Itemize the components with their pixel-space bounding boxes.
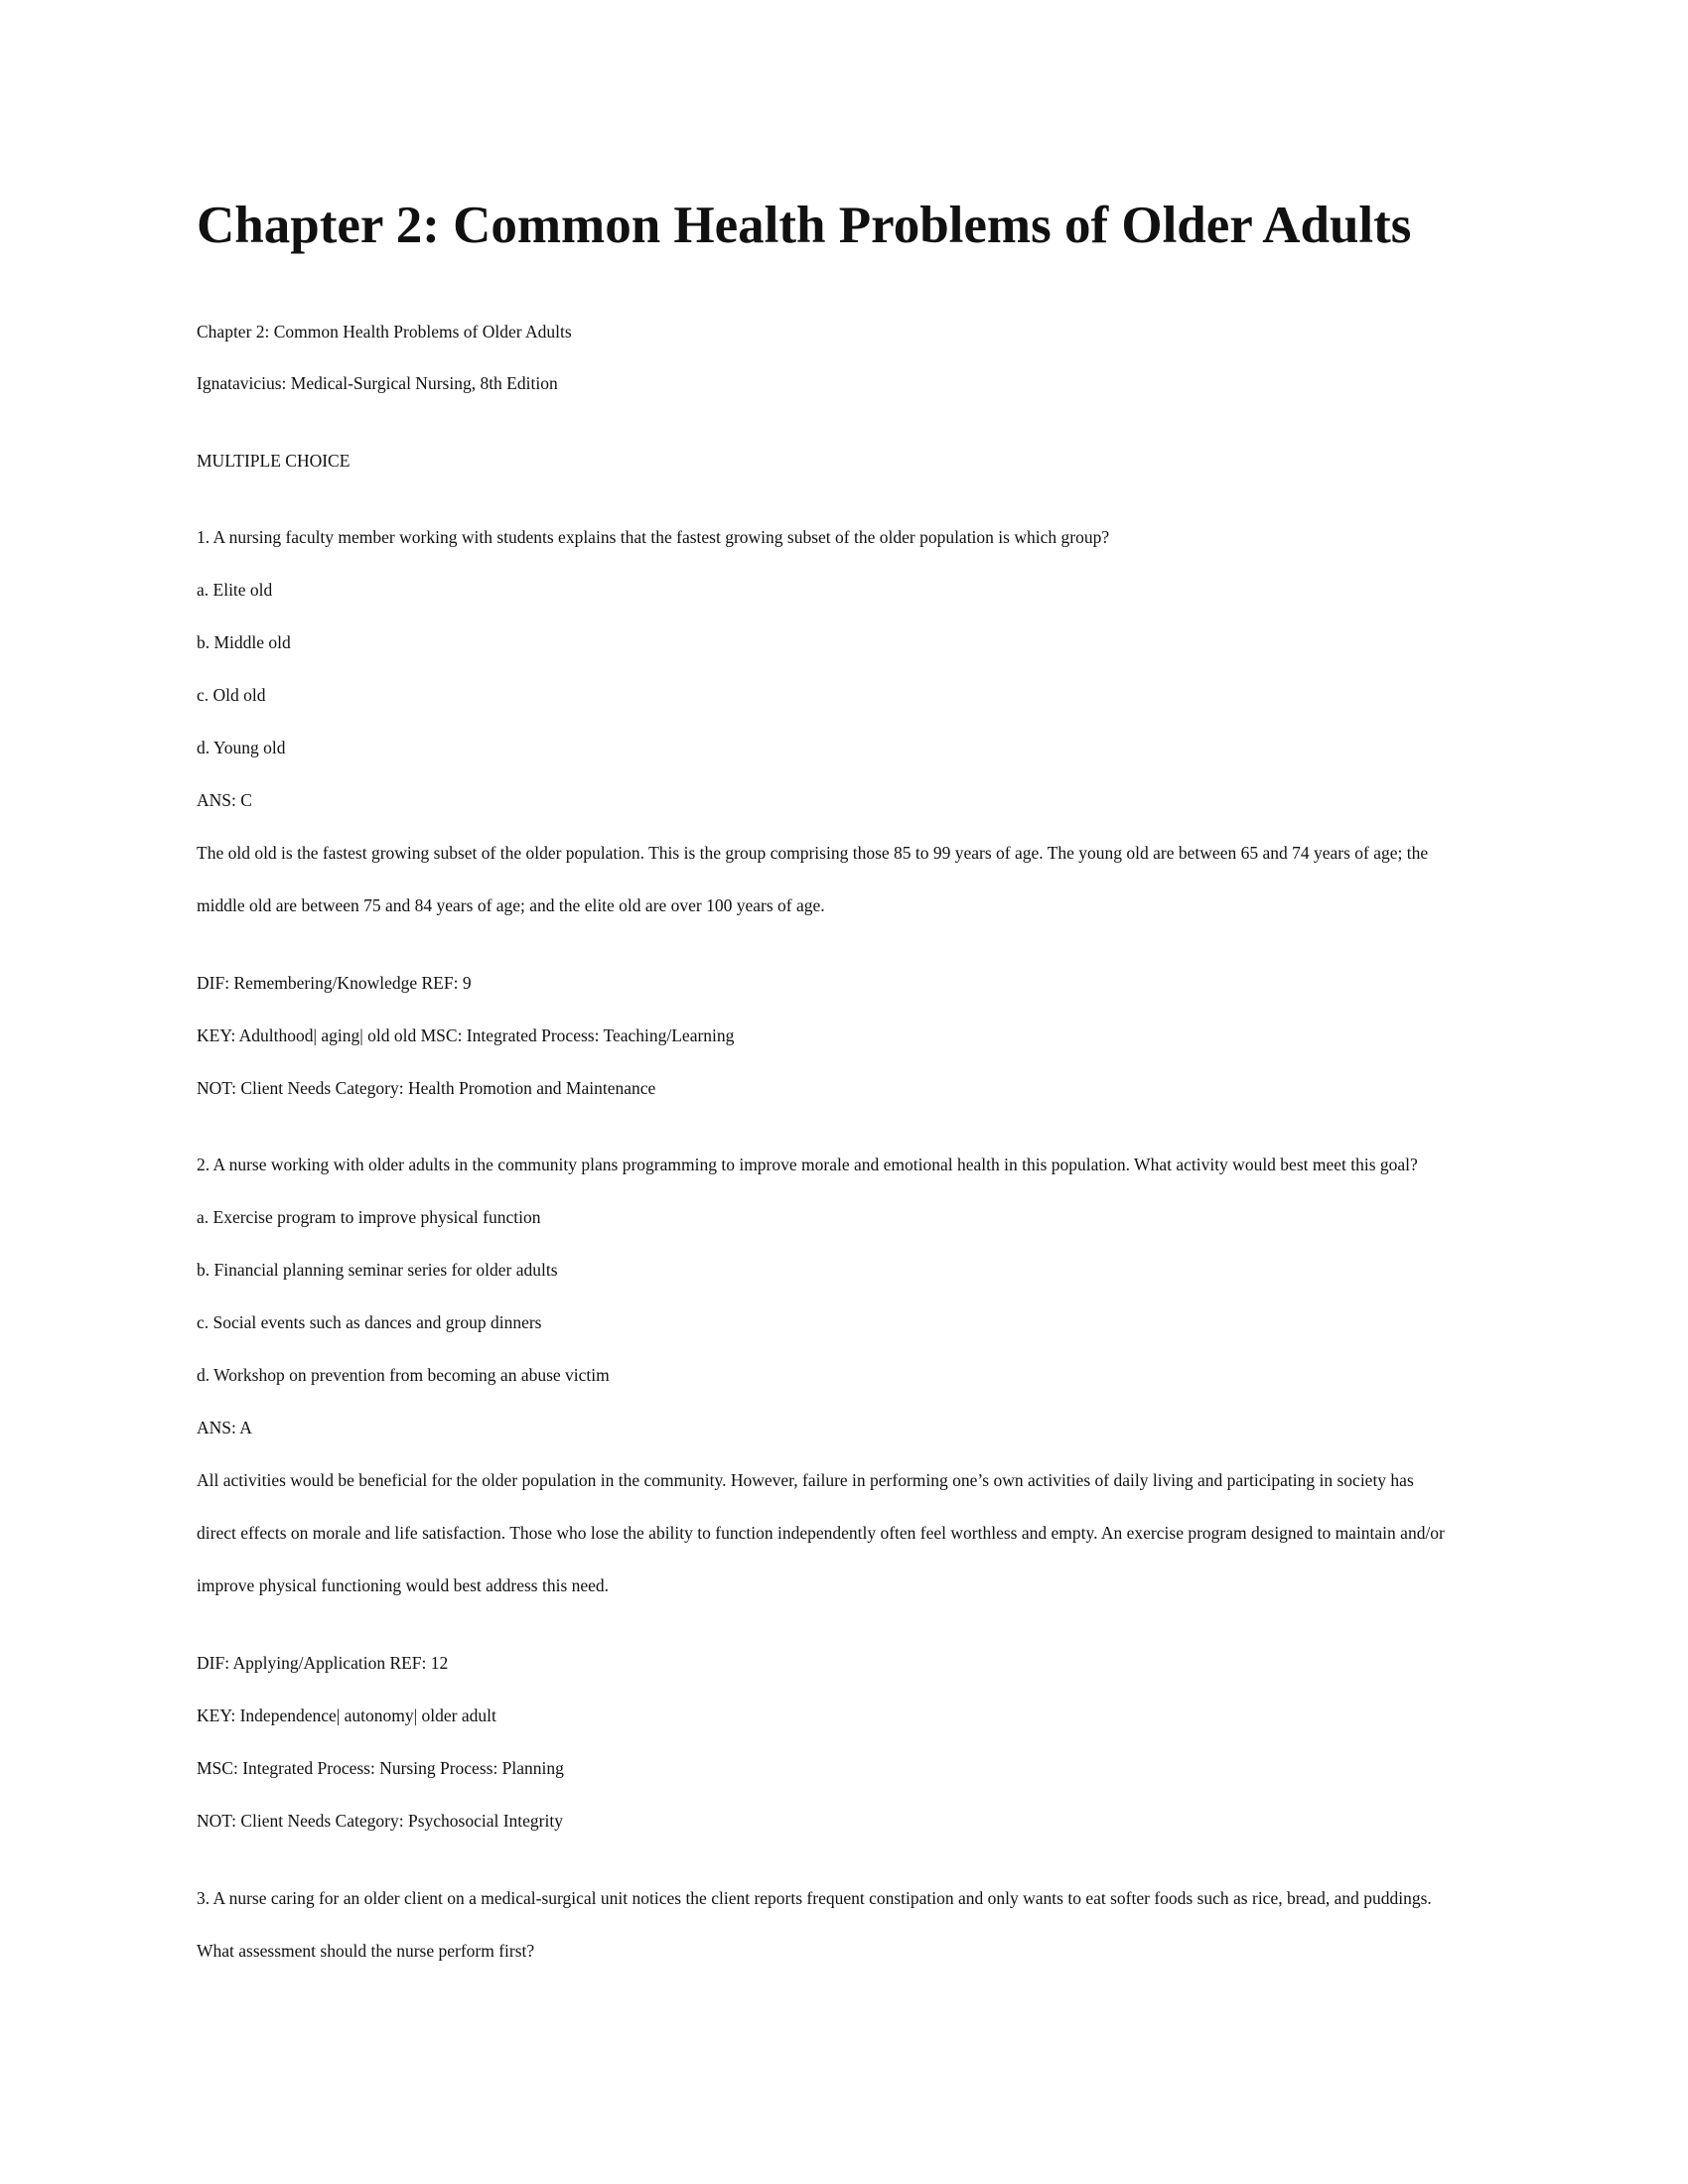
question-1-option-d: d. Young old — [197, 738, 286, 757]
question-1-option-b: b. Middle old — [197, 632, 291, 652]
question-2-rationale-line: direct effects on morale and life satisfaction. Those who lose the ability to function independently often feel worthless and empty. An exercise program designed to maintain and/or — [197, 1523, 1445, 1543]
question-2-rationale-line: improve physical functioning would best address this need. — [197, 1575, 610, 1595]
question-1-rationale-line: middle old are between 75 and 84 years of age; and the elite old are over 100 years of age. — [197, 895, 825, 915]
question-1-option-a: a. Elite old — [197, 580, 273, 600]
question-2-stem: 2. A nurse working with older adults in the community plans programming to improve morale and emotional health in this population. What activity would best meet this goal? — [197, 1155, 1418, 1174]
question-2-answer: ANS: A — [197, 1418, 252, 1437]
question-1-keywords: KEY: Adulthood| aging| old old MSC: Integrated Process: Teaching/Learning — [197, 1025, 735, 1045]
question-2-difficulty: DIF: Applying/Application REF: 12 — [197, 1653, 449, 1673]
chapter-title: Chapter 2: Common Health Problems of Older Adults — [197, 197, 1412, 254]
question-2-option-b: b. Financial planning seminar series for older adults — [197, 1260, 558, 1280]
question-1-stem: 1. A nursing faculty member working with students explains that the fastest growing subset of the older population is which group? — [197, 527, 1110, 547]
question-3-stem: 3. A nurse caring for an older client on a medical-surgical unit notices the client reports frequent constipation and only wants to eat softer foods such as rice, bread, and puddings. — [197, 1888, 1432, 1908]
question-2-client-needs: NOT: Client Needs Category: Psychosocial Integrity — [197, 1811, 563, 1831]
question-1-rationale-line: The old old is the fastest growing subset of the older population. This is the group comprising those 85 to 99 years of age. The young old are between 65 and 74 years of age; the — [197, 843, 1429, 863]
question-2-msc: MSC: Integrated Process: Nursing Process: Planning — [197, 1758, 564, 1778]
question-1-answer: ANS: C — [197, 790, 252, 810]
question-2-option-d: d. Workshop on prevention from becoming an abuse victim — [197, 1365, 610, 1385]
section-heading: MULTIPLE CHOICE — [197, 451, 351, 471]
chapter-subtitle: Chapter 2: Common Health Problems of Older Adults — [197, 322, 572, 341]
question-3-stem: What assessment should the nurse perform first? — [197, 1941, 535, 1961]
question-1-difficulty: DIF: Remembering/Knowledge REF: 9 — [197, 973, 472, 993]
question-2-keywords: KEY: Independence| autonomy| older adult — [197, 1706, 496, 1725]
question-2-option-a: a. Exercise program to improve physical function — [197, 1207, 541, 1227]
question-2-option-c: c. Social events such as dances and group dinners — [197, 1312, 542, 1332]
question-1-client-needs: NOT: Client Needs Category: Health Promotion and Maintenance — [197, 1078, 656, 1098]
book-reference: Ignatavicius: Medical-Surgical Nursing, 8th Edition — [197, 373, 558, 393]
question-2-rationale-line: All activities would be beneficial for the older population in the community. However, failure in performing one’s own activities of daily living and participating in society has — [197, 1470, 1414, 1490]
question-1-option-c: c. Old old — [197, 685, 266, 705]
